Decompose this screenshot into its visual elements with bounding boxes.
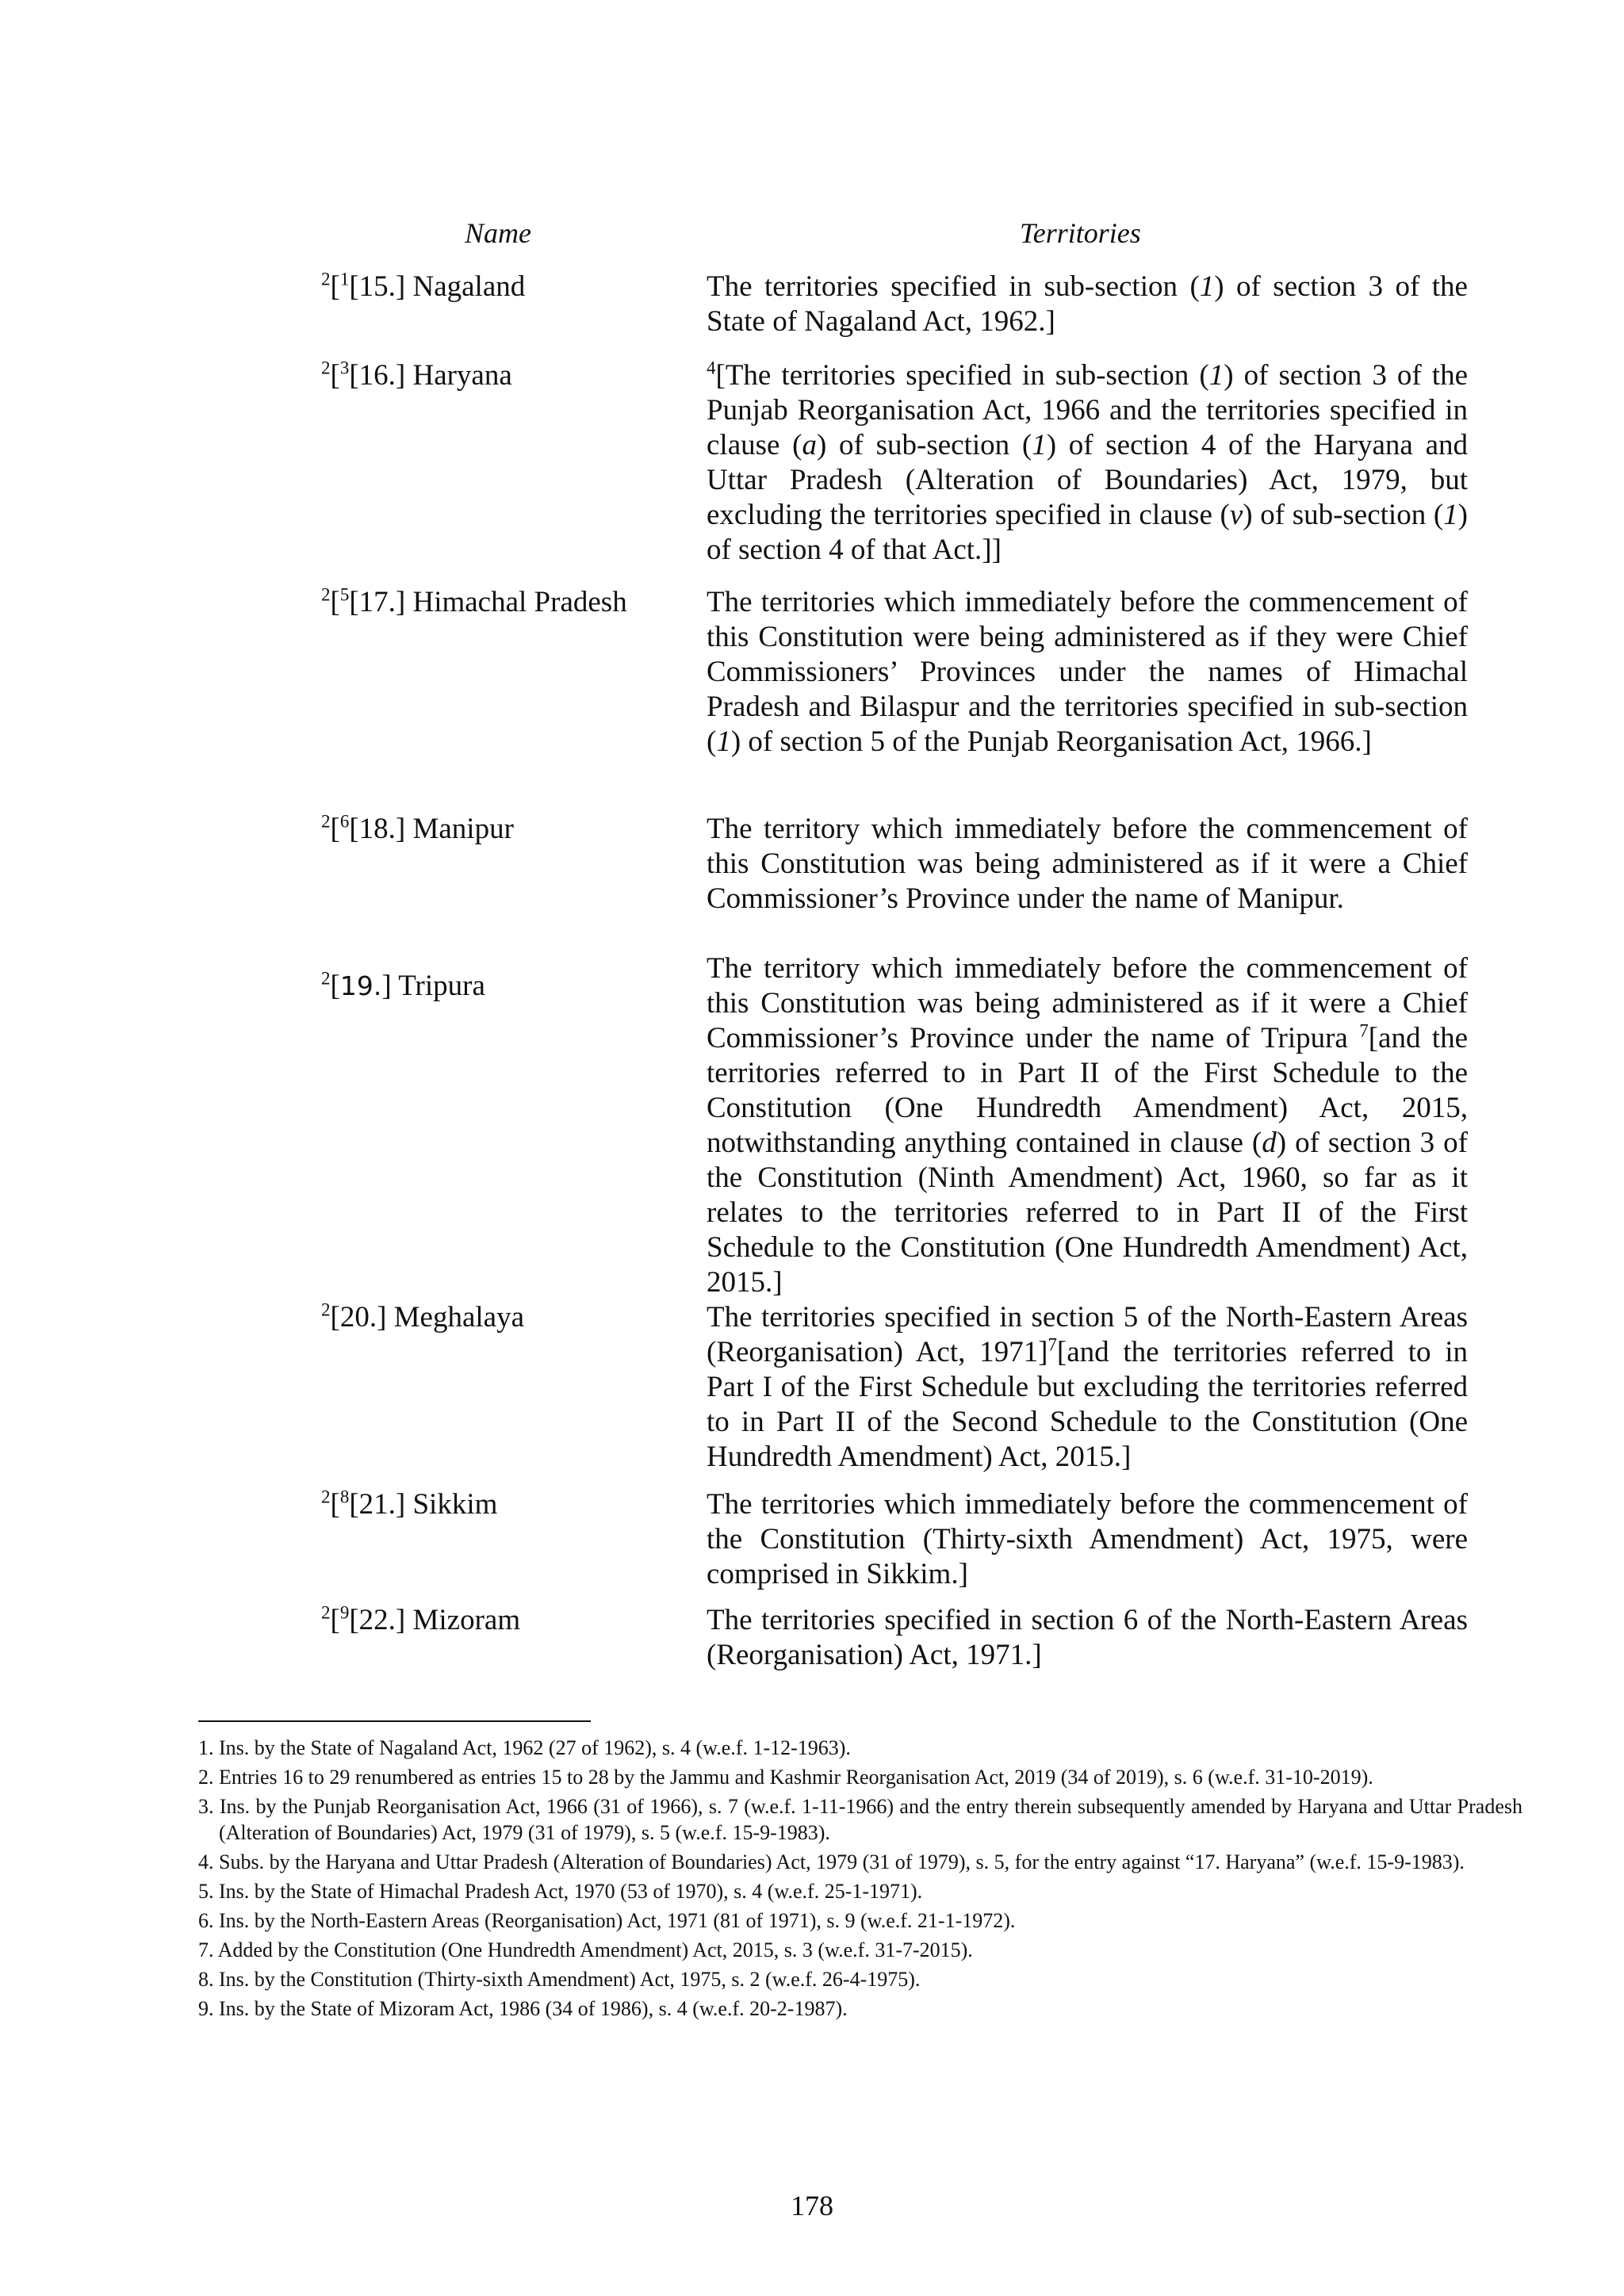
entry-name-himachal-pradesh: $^2$[$^5$[17.] Himachal Pradesh <box>321 584 627 618</box>
entry-name-sikkim: $^2$[$^8$[21.] Sikkim <box>321 1487 498 1521</box>
footnote-item: 6. Ins. by the North-Eastern Areas (Reorganisation) Act, 1971 (81 of 1971), s. 9 (w.e.f. 21-1-1972). <box>198 1909 1016 1932</box>
column-header-territories: Territories <box>1020 217 1141 249</box>
entry-name-nagaland: $^2$[$^1$[15.] Nagaland <box>321 269 526 303</box>
footnote-item: 1. Ins. by the State of Nagaland Act, 1962 (27 of 1962), s. 4 (w.e.f. 1-12-1963). <box>198 1736 851 1759</box>
column-header-name: Name <box>465 217 531 249</box>
footnote-item: 2. Entries 16 to 29 renumbered as entries 15 to 28 by the Jammu and Kashmir Reorganisation Act, 2019 (34 of 2019), s. 6 (w.e.f. 31-10-2019). <box>198 1766 1373 1789</box>
page-number: 178 <box>791 2190 833 2221</box>
entry-territories-meghalaya: The territories specified in section 5 of the North-Eastern Areas (Reorganisation) Act, 1971]$^7$[and the territories referred to in Part I of the First Schedule but excluding the territories referred to in Part II of the Second Schedule to the Constitution (One Hundredth Amendment) Act, 2015.] <box>707 1301 1469 1473</box>
footnote-item: 9. Ins. by the State of Mizoram Act, 1986 (34 of 1986), s. 4 (w.e.f. 20-2-1987). <box>198 1997 848 2020</box>
footnote-item: 5. Ins. by the State of Himachal Pradesh Act, 1970 (53 of 1970), s. 4 (w.e.f. 25-1-1971). <box>198 1880 923 1903</box>
entry-name-tripura: $^2$[19.] Tripura <box>321 968 485 1002</box>
entry-territories-haryana: $^4$[The territories specified in sub-section (1) of section 3 of the Punjab Reorganisation Act, 1966 and the territories specified in clause (a) of sub-section (1) of section 4 of the Haryana and Uttar Pradesh (Alteration of Boundaries) Act, 1979, but excluding the territories specified in clause (v) of sub-section (1) of section 4 of that Act.]] <box>707 358 1468 566</box>
footnotes <box>198 1735 1522 2025</box>
entry-territories-manipur: The territory which immediately before the commencement of this Constitution was being administered as if it were a Chief Commissioner’s Province under the name of Manipur. <box>707 813 1468 915</box>
footnote-item: 3. Ins. by the Punjab Reorganisation Act, 1966 (31 of 1966), s. 7 (w.e.f. 1-11-1966) and the entry therein subsequently amended by Haryana and Uttar Pradesh (Alteration of Boundaries) Act, 1979 (31 of 1979), s. 5 (w.e.f. 15-9-1983). <box>198 1795 1522 1844</box>
entry-name-meghalaya: $^2$[20.] Meghalaya <box>321 1299 525 1334</box>
entry-territories-tripura: The territory which immediately before the commencement of this Constitution was being administered as if it were a Chief Commissioner’s Province under the name of Tripura $^7$[and the territories referred to in Part II of the First Schedule to the Constitution (One Hundredth Amendment) Act, 2015, notwithstanding anything contained in clause (d) of section 3 of the Constitution (Ninth Amendment) Act, 1960, so far as it relates to the territories referred to in Part II of the First Schedule to the Constitution (One Hundredth Amendment) Act, 2015.] <box>707 952 1468 1299</box>
entry-name-mizoram: $^2$[$^9$[22.] Mizoram <box>321 1602 521 1636</box>
footnote-item: 8. Ins. by the Constitution (Thirty-sixth Amendment) Act, 1975, s. 2 (w.e.f. 26-4-1975). <box>198 1968 921 1991</box>
footnote-item: 4. Subs. by the Haryana and Uttar Pradesh (Alteration of Boundaries) Act, 1979 (31 of 1979), s. 5, for the entry against “17. Haryana” (w.e.f. 15-9-1983). <box>198 1850 1465 1873</box>
entry-name-haryana: $^2$[$^3$[16.] Haryana <box>321 358 512 392</box>
entry-territories-sikkim: The territories which immediately before the commencement of the Constitution (Thirty-sixth Amendment) Act, 1975, were comprised in Sikkim.] <box>707 1488 1468 1590</box>
entry-territories-mizoram: The territories specified in section 6 of the North-Eastern Areas (Reorganisation) Act, 1971.] <box>707 1604 1468 1671</box>
footnote-item: 7. Added by the Constitution (One Hundredth Amendment) Act, 2015, s. 3 (w.e.f. 31-7-2015). <box>198 1938 973 1961</box>
entry-name-manipur: $^2$[$^6$[18.] Manipur <box>321 811 514 845</box>
entry-territories-nagaland: The territories specified in sub-section (1) of section 3 of the State of Nagaland Act, 1962.] <box>707 270 1468 338</box>
footnote-divider <box>198 1720 591 1722</box>
entry-territories-himachal-pradesh: The territories which immediately before the commencement of this Constitution were being administered as if they were Chief Commissioners’ Provinces under the names of Himachal Pradesh and Bilaspur and the territories specified in sub-section (1) of section 5 of the Punjab Reorganisation Act, 1966.] <box>707 586 1468 758</box>
